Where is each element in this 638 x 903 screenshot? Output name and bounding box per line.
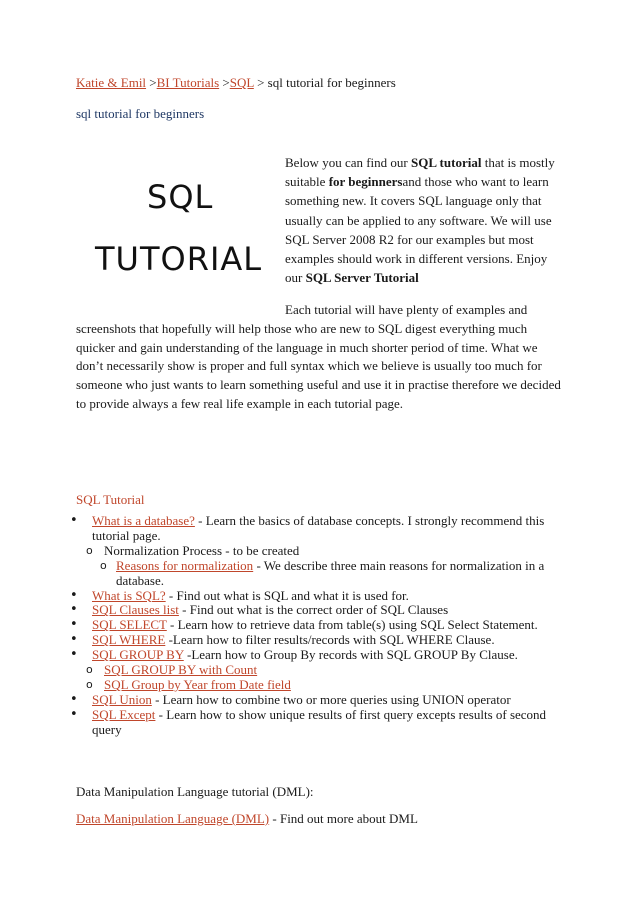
- list-item-link[interactable]: Reasons for normalization: [116, 557, 254, 573]
- bullet-icon: o: [86, 663, 93, 677]
- list-item: [70, 559, 570, 589]
- list-item: [70, 633, 570, 648]
- logo-line-sql: SQL: [147, 178, 214, 216]
- breadcrumb-current: sql tutorial for beginners: [267, 75, 396, 90]
- list-item: [70, 663, 570, 678]
- intro-bold-for-beginners: for beginners: [328, 174, 403, 190]
- list-item-text: - Learn the basics of database concepts. I strongly recommend this: [194, 513, 545, 528]
- bullet-icon: •: [70, 587, 78, 603]
- list-item-text: - Find out what is the correct order of SQL Clauses: [178, 602, 449, 618]
- bullet-icon: •: [70, 691, 78, 707]
- list-item: [70, 648, 570, 663]
- breadcrumb-link-katie-emil[interactable]: Katie & Emil: [76, 75, 147, 90]
- list-item-link[interactable]: SQL GROUP BY: [92, 647, 184, 663]
- list-item-link[interactable]: SQL Clauses list: [92, 602, 179, 618]
- sql-tutorial-heading: SQL Tutorial: [76, 492, 145, 507]
- list-item-link[interactable]: SQL Group by Year from Date field: [104, 676, 291, 692]
- breadcrumb-separator: >: [253, 75, 268, 90]
- intro-bold-sql-server-tutorial: SQL Server Tutorial: [305, 270, 419, 286]
- breadcrumb-link-bi-tutorials[interactable]: BI Tutorials: [156, 75, 220, 90]
- intro-paragraph-2: [76, 301, 566, 414]
- dml-item-text: - Find out more about DML: [269, 811, 418, 826]
- bullet-icon: •: [70, 513, 78, 528]
- list-item: [70, 678, 570, 693]
- intro-text: that is mostly suitable: [285, 155, 555, 190]
- list-item-continuation: database.: [116, 572, 165, 588]
- list-item-link[interactable]: SQL Except: [92, 706, 156, 722]
- intro-paragraph: [285, 153, 560, 287]
- intro-text: Below you can find our: [285, 155, 412, 170]
- list-item-text: - We describe three main reasons for normalization in a: [253, 557, 545, 573]
- bullet-icon: •: [70, 632, 78, 648]
- bullet-icon: •: [70, 602, 78, 618]
- dml-link[interactable]: Data Manipulation Language (DML): [76, 811, 270, 826]
- list-item: [70, 544, 570, 559]
- list-item-link[interactable]: SQL Union: [92, 691, 152, 707]
- dml-item: [76, 811, 418, 827]
- breadcrumb: [76, 75, 396, 91]
- intro-para2-first-line: Each tutorial will have plenty of examples and: [285, 302, 528, 317]
- logo-line-tutorial: TUTORIAL: [95, 240, 263, 278]
- list-item-continuation: tutorial page.: [92, 527, 161, 543]
- list-item: [70, 514, 570, 544]
- list-item: [70, 618, 570, 633]
- list-item: [70, 589, 570, 604]
- intro-bold-sql-tutorial: SQL tutorial: [411, 155, 482, 170]
- sql-tutorial-logo: [95, 178, 265, 278]
- intro-text: and those who want to learn something new. It covers SQL language only that usually can be applied to any software. We will use SQL Server 2008 R2 for our examples but most examples should work in different versions. Enjoy our: [285, 174, 552, 286]
- breadcrumb-separator: >: [219, 75, 230, 90]
- dml-heading: Data Manipulation Language tutorial (DML):: [76, 784, 314, 799]
- list-item-text: - Learn how to show unique results of first query excepts results of second: [155, 706, 547, 722]
- list-item: [70, 693, 570, 708]
- list-item-link[interactable]: SQL SELECT: [92, 617, 167, 633]
- bullet-icon: o: [86, 543, 93, 557]
- list-item-text: - Learn how to combine two or more queries using UNION operator: [151, 691, 511, 707]
- breadcrumb-separator: >: [146, 75, 157, 90]
- breadcrumb-link-sql[interactable]: SQL: [229, 75, 254, 90]
- list-item-continuation: query: [92, 721, 122, 737]
- page-title: sql tutorial for beginners: [76, 106, 205, 121]
- list-item-text: - Learn how to retrieve data from table(s) using SQL Select Statement.: [166, 617, 538, 633]
- bullet-icon: o: [86, 677, 93, 691]
- list-item-link[interactable]: What is SQL?: [92, 587, 166, 603]
- bullet-icon: o: [100, 558, 107, 572]
- intro-para2-rest: screenshots that hopefully will help those who are new to SQL digest everything much quicker and gain understanding of the language in much shorter period of time. What we don’t necessarily show is proper and full syntax which we believe is usually too much for someone who just wants to learn something useful and use it in practise therefore we decided to provide always a few real life example in each tutorial page.: [76, 320, 561, 411]
- list-item-link[interactable]: SQL GROUP BY with Count: [104, 662, 258, 678]
- list-item-link[interactable]: What is a database?: [92, 513, 195, 528]
- list-item: [70, 708, 570, 738]
- list-item-link[interactable]: SQL WHERE: [92, 632, 166, 648]
- list-item-text: -Learn how to filter results/records with SQL WHERE Clause.: [165, 632, 495, 648]
- bullet-icon: •: [70, 647, 78, 663]
- list-item: [70, 603, 570, 618]
- list-item-text: -Learn how to Group By records with SQL GROUP By Clause.: [183, 647, 518, 663]
- tutorial-list: [70, 514, 570, 738]
- list-item-text: - Find out what is SQL and what it is used for.: [165, 587, 409, 603]
- list-item-text: Normalization Process - to be created: [104, 542, 300, 558]
- bullet-icon: •: [70, 706, 78, 722]
- bullet-icon: •: [70, 617, 78, 633]
